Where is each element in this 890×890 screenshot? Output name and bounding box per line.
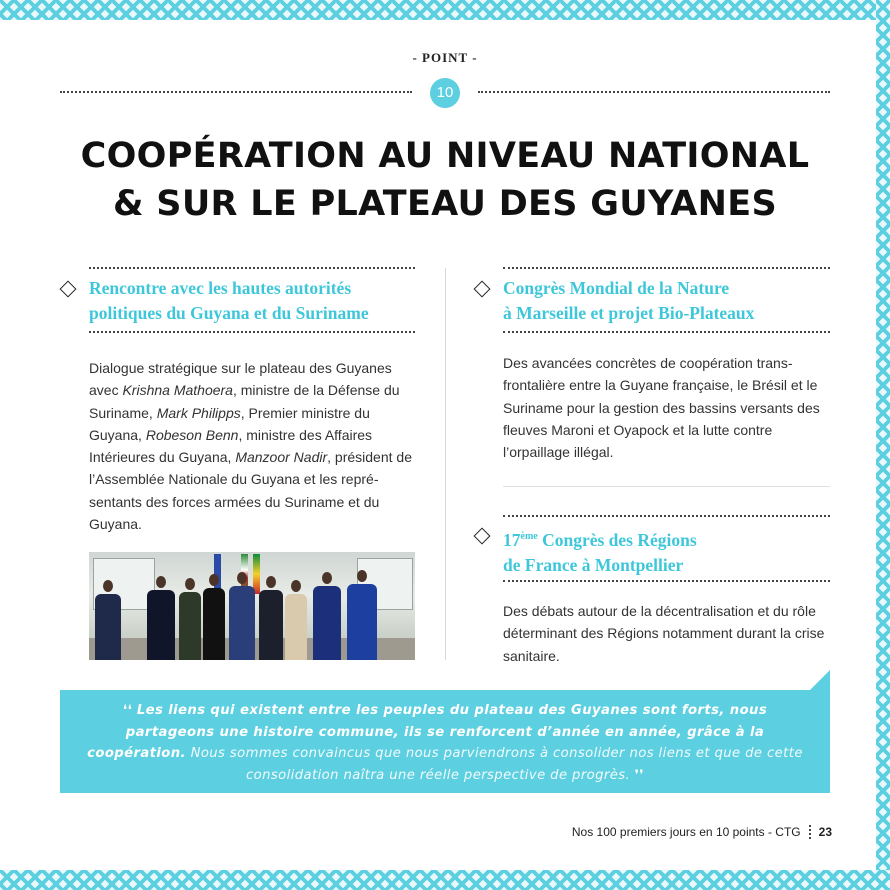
person bbox=[229, 586, 255, 660]
dotted-divider bbox=[503, 267, 830, 269]
dotted-divider bbox=[60, 91, 412, 93]
body-text-segment: , ministre des Affaires Intérieures du Guyana, bbox=[89, 426, 373, 466]
page-title-line: & SUR LE PLATEAU DES GUYANES bbox=[113, 184, 777, 224]
person-head bbox=[322, 572, 332, 584]
quote-light: Nous sommes convaincus que nous parviendrons à consolider nos liens et que de cette consolidation naîtra une réelle perspective de progrès. bbox=[190, 746, 803, 783]
section-title-line: de France à Montpellier bbox=[503, 554, 684, 575]
person-name: Manzoor Nadir bbox=[235, 449, 328, 466]
section-body: Des débats autour de la décentralisation et du rôle déterminant des Régions notamment durant la crise sanitaire. bbox=[503, 603, 825, 664]
point-number-row bbox=[60, 78, 830, 108]
decorative-border-top bbox=[0, 0, 890, 20]
ordinal-number: 17 bbox=[503, 529, 521, 550]
section-body bbox=[89, 357, 419, 535]
person-name: Mark Philipps bbox=[156, 404, 241, 421]
group-photo bbox=[89, 552, 415, 660]
dotted-divider bbox=[89, 331, 415, 333]
footer-text: Nos 100 premiers jours en 10 points - CTG bbox=[571, 825, 801, 839]
section-title-line: politiques du Guyana et du Suriname bbox=[89, 303, 369, 323]
person bbox=[285, 594, 307, 660]
dotted-divider bbox=[89, 267, 415, 269]
footer-separator bbox=[809, 825, 811, 839]
person-head bbox=[185, 578, 195, 590]
person bbox=[147, 590, 175, 660]
person bbox=[95, 594, 121, 660]
quote-strong: Les liens qui existent entre les peuples du plateau des Guyanes sont forts, nous partageons une histoire commune, ils se renforcent d’année en année, grâce à la coopération. bbox=[87, 703, 768, 761]
quote-close-mark: ❜❜ bbox=[634, 767, 644, 783]
section-body: Des avancées concrètes de coopération trans-frontalière entre la Guyane française, le Brésil et le Suriname pour la gestion des bassins versants des fleuves Maroni et Oyapock et la lutte contre l’orpaillage illégal. bbox=[503, 355, 820, 461]
diamond-bullet-icon bbox=[474, 281, 491, 298]
page-number: 23 bbox=[818, 825, 832, 839]
decorative-border-bottom bbox=[0, 870, 890, 890]
person bbox=[179, 592, 201, 660]
dotted-divider bbox=[503, 331, 830, 333]
section-separator bbox=[503, 486, 830, 487]
person-head bbox=[357, 570, 367, 582]
body-text-segment: , président de l’Assemblée Nationale du Guyana et les repré-sentants des forces armées du Suriname et du Guyana. bbox=[89, 449, 412, 533]
quote-box-notch bbox=[810, 670, 830, 690]
section-title-line: Congrès Mondial de la Nature bbox=[503, 278, 730, 298]
section-title-line bbox=[503, 524, 833, 553]
quote-open-mark: ❛❛ bbox=[122, 703, 133, 718]
diamond-bullet-icon bbox=[60, 281, 77, 298]
person-head bbox=[291, 580, 301, 592]
point-label: - POINT - bbox=[412, 50, 478, 65]
section-title bbox=[503, 524, 833, 578]
section-title bbox=[89, 276, 429, 326]
body-text-segment: , ministre de la Défense du Suriname, bbox=[89, 382, 400, 421]
dotted-divider bbox=[478, 91, 830, 93]
body-text-segment: Dialogue stratégique sur le plateau des Guyanes avec bbox=[89, 360, 392, 399]
diamond-bullet-icon bbox=[474, 528, 491, 545]
person bbox=[347, 584, 377, 660]
person-head bbox=[103, 580, 113, 592]
page-title bbox=[40, 132, 850, 228]
ordinal-suffix: ème bbox=[520, 531, 538, 542]
page-title-line: COOPÉRATION AU NIVEAU NATIONAL bbox=[80, 136, 810, 176]
section-title-text: Congrès des Régions bbox=[537, 529, 697, 550]
person-head bbox=[237, 572, 247, 584]
person bbox=[313, 586, 341, 660]
dotted-divider bbox=[503, 580, 830, 582]
body-text-segment: , Premier ministre du Guyana, bbox=[89, 404, 370, 443]
person bbox=[203, 588, 225, 660]
column-divider bbox=[445, 268, 446, 660]
person-name: Krishna Mathoera bbox=[122, 382, 233, 399]
section-title-line: à Marseille et projet Bio-Plateaux bbox=[503, 303, 755, 323]
quote-text bbox=[80, 700, 810, 786]
point-number-badge: 10 bbox=[430, 78, 460, 108]
person-head bbox=[209, 574, 219, 586]
section-title-line: Rencontre avec les hautes autorités bbox=[89, 278, 352, 298]
dotted-divider bbox=[503, 515, 830, 517]
section-title bbox=[503, 276, 833, 326]
person-head bbox=[266, 576, 276, 588]
decorative-border-right bbox=[876, 0, 890, 890]
person-name: Robeson Benn bbox=[145, 426, 239, 443]
person bbox=[259, 590, 283, 660]
page-footer bbox=[572, 825, 832, 839]
person-head bbox=[156, 576, 166, 588]
